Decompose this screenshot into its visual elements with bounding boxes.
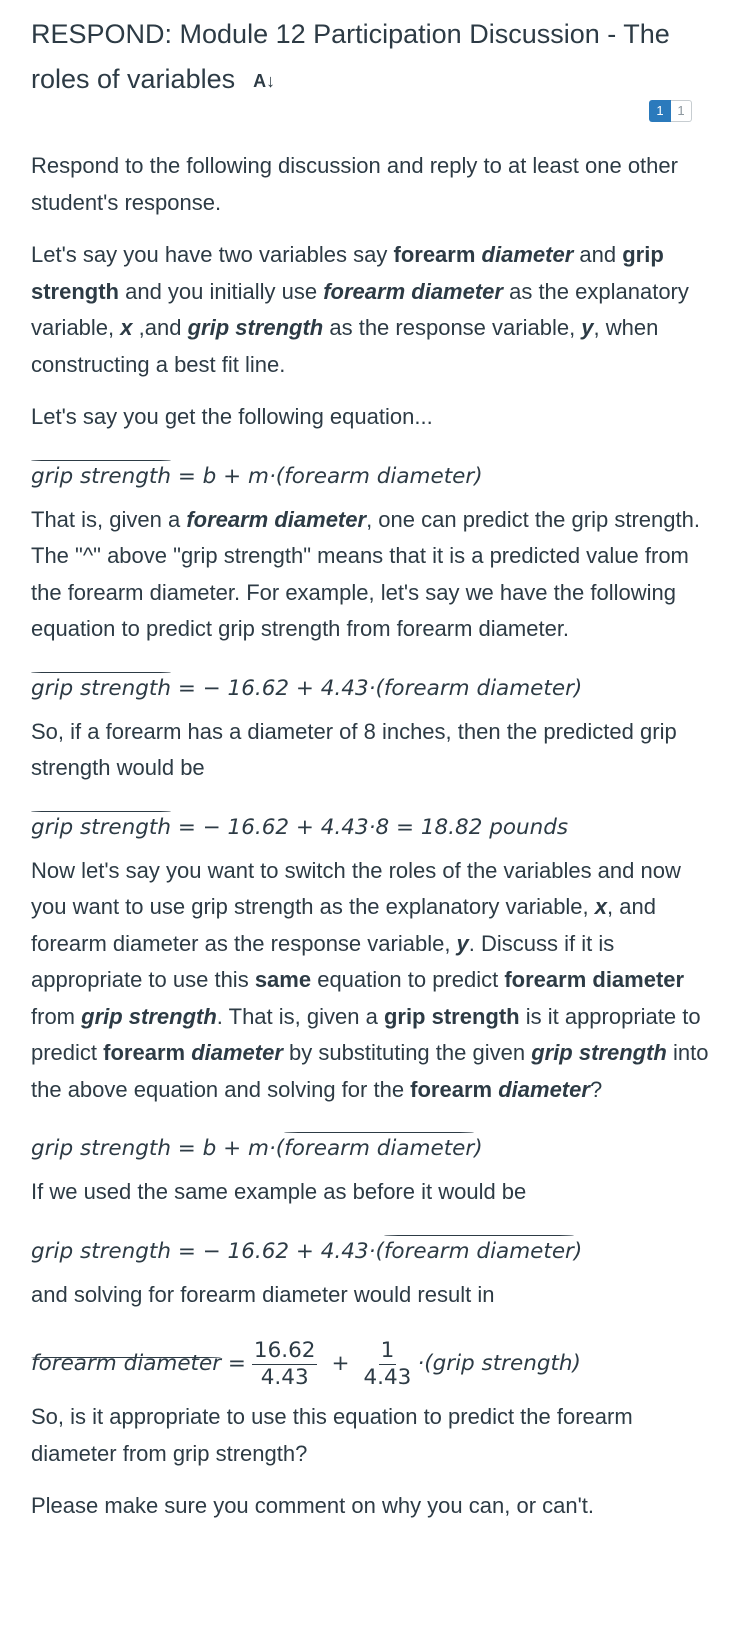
text: . Discuss if it is appropriate to use this xyxy=(31,930,615,992)
text: . That is, given a xyxy=(216,1003,384,1029)
text: diameter xyxy=(481,242,574,267)
equation-swapped-general xyxy=(31,1124,711,1174)
reply-count-badges xyxy=(649,100,692,122)
equation-mid: = − 16.62 + 4.43·( xyxy=(170,1238,384,1264)
text: grip strength xyxy=(187,315,324,340)
text: and you initially use xyxy=(119,278,324,304)
paragraph-same-example: If we used the same example as before it would be xyxy=(31,1179,527,1204)
text: , when constructing a best fit line. xyxy=(31,315,659,377)
text: forearm xyxy=(393,242,482,267)
equation-lhs: grip strength xyxy=(31,1238,171,1264)
predicted-forearm-diameter: forearm diameter xyxy=(384,1227,574,1277)
text: into the above equation and solving for the xyxy=(31,1040,709,1102)
text: y xyxy=(581,315,594,340)
text: equation to predict xyxy=(311,967,505,992)
text: x xyxy=(120,315,133,340)
fraction-intercept xyxy=(252,1338,318,1391)
paragraph-explanation xyxy=(31,502,711,648)
total-badge: 1 xyxy=(671,100,692,122)
paragraph-solving: and solving for forearm diameter would result in xyxy=(31,1281,495,1307)
equation-lhs: grip strength = b + m·( xyxy=(31,1136,285,1161)
equation-mid: = − 16.62 + 4.43·8 = 18.82 xyxy=(170,814,490,840)
text: forearm diameter xyxy=(504,967,685,992)
equation-rhs: ) xyxy=(474,1136,483,1161)
unread-badge: 1 xyxy=(649,100,671,122)
fraction-numerator: 16.62 xyxy=(253,1337,316,1363)
text: y xyxy=(456,930,469,956)
plus-sign: + xyxy=(331,1351,350,1376)
equation-swapped-example xyxy=(31,1227,711,1277)
paragraph-question xyxy=(31,853,711,1109)
text: and xyxy=(573,242,623,267)
fraction-denominator: 4.43 xyxy=(363,1364,412,1390)
predicted-forearm-diameter: forearm diameter xyxy=(284,1124,474,1174)
equation-unit: pounds xyxy=(489,814,569,840)
text: , and forearm diameter as the response variable, xyxy=(31,894,656,956)
text: forearm diameter xyxy=(323,278,503,304)
text: forearm diameter xyxy=(186,506,367,532)
text: grip strength xyxy=(31,242,664,304)
text: from xyxy=(31,1003,82,1029)
equation-general xyxy=(31,452,711,502)
equation-rhs: ·(grip strength) xyxy=(417,1351,581,1376)
text: as the response variable, xyxy=(323,315,582,340)
equation-mid: = − 16.62 + 4.43· xyxy=(170,675,376,701)
text: ? xyxy=(589,1076,603,1102)
predicted-grip-strength: grip strength xyxy=(31,803,171,853)
equation-example xyxy=(31,664,711,714)
text: same xyxy=(254,967,312,992)
text: is it appropriate to predict xyxy=(31,1003,701,1065)
text: Now let's say you want to switch the roles of the variables and now you want to use grip strength as the explanatory variable, xyxy=(31,857,681,919)
equation-rhs: (forearm diameter) xyxy=(375,675,583,701)
text: x xyxy=(594,894,608,919)
text: That is, given a xyxy=(31,506,187,532)
text: as the explanatory variable, xyxy=(31,278,689,340)
text: forearm xyxy=(410,1076,499,1102)
text: grip strength xyxy=(383,1003,520,1029)
text: grip strength xyxy=(531,1040,667,1065)
paragraph-final-question: So, is it appropriate to use this equation to predict the forearm diameter from grip strength? xyxy=(31,1404,633,1466)
equation-rhs: ) xyxy=(573,1238,583,1264)
fraction-slope xyxy=(363,1338,411,1391)
paragraph-setup xyxy=(31,237,711,383)
text: diameter xyxy=(498,1076,590,1102)
text: diameter xyxy=(191,1040,283,1065)
text: forearm xyxy=(103,1040,192,1065)
predicted-grip-strength: grip strength xyxy=(31,452,171,502)
predicted-grip-strength: grip strength xyxy=(31,664,171,714)
equation-evaluated xyxy=(31,803,711,853)
page-title-text: RESPOND: Module 12 Participation Discussion - The roles of variables xyxy=(31,19,670,94)
paragraph-intro: Respond to the following discussion and reply to at least one other student's response. xyxy=(31,153,678,215)
equals-sign: = xyxy=(221,1351,246,1376)
text: grip strength xyxy=(81,1003,217,1029)
equation-rhs: = b + m·(forearm diameter) xyxy=(170,463,483,489)
accessibility-icon[interactable]: A↓ xyxy=(253,70,276,91)
paragraph-example: So, if a forearm has a diameter of 8 inches, then the predicted grip strength would be xyxy=(31,718,677,780)
fraction-numerator: 1 xyxy=(380,1337,395,1363)
text: , one can predict the grip strength. The "^" above "grip strength" means that it is a predicted value from the forearm diameter. For example, let's say we have the following equation to predict grip strength from forearm diameter. xyxy=(31,506,700,641)
discussion-body xyxy=(31,148,711,1541)
equation-solved xyxy=(31,1329,711,1399)
fraction-denominator: 4.43 xyxy=(260,1364,309,1390)
text: by substituting the given xyxy=(282,1040,532,1065)
paragraph-equation-intro: Let's say you get the following equation... xyxy=(31,404,433,429)
paragraph-instruction: Please make sure you comment on why you can, or can't. xyxy=(31,1493,595,1518)
predicted-forearm-diameter: forearm diameter xyxy=(31,1349,221,1379)
text: Let's say you have two variables say xyxy=(31,242,394,267)
page-title xyxy=(31,12,671,102)
text: ,and xyxy=(132,315,188,340)
